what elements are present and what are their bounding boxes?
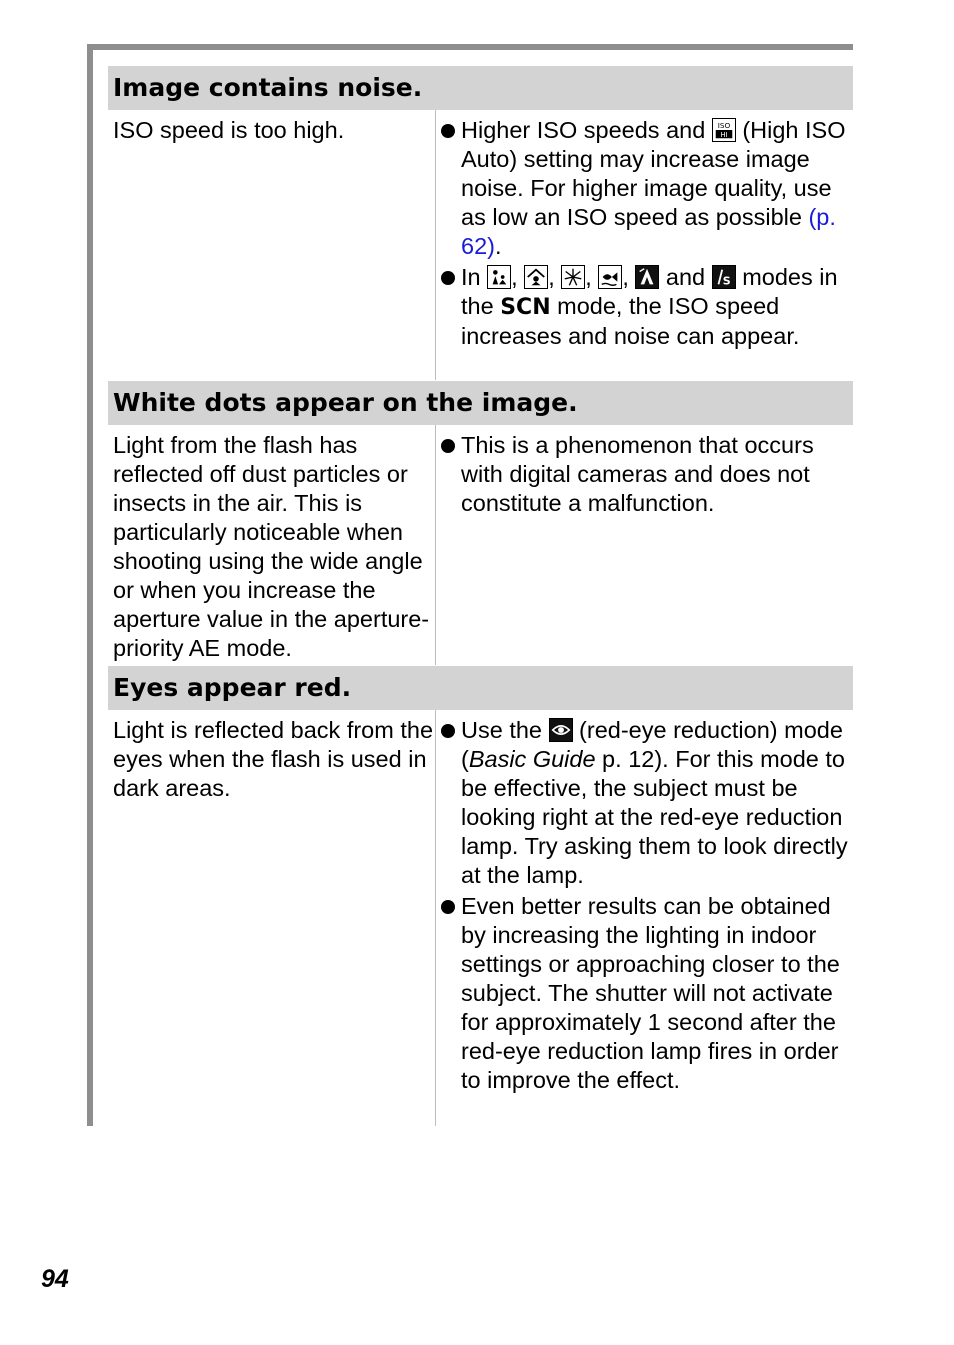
kids-pets-icon xyxy=(487,265,511,289)
page-number: 94 xyxy=(41,1265,69,1293)
iso3200-icon xyxy=(635,265,659,289)
cause-text: ISO speed is too high. xyxy=(113,117,345,143)
solution-item: This is a phenomenon that occurs with digital cameras and does not constitute a malfunction. xyxy=(440,431,853,518)
fireworks-icon xyxy=(561,265,585,289)
solution-item: Use the (red-eye reduction) mode (Basic Guide p. 12). For this mode to be effective, the subject must be looking right at the red-eye reduction lamp. Try asking them to look directly at the lamp. xyxy=(440,716,853,890)
iso-hi-icon xyxy=(712,118,736,142)
scn-mode-label: SCN xyxy=(500,295,551,320)
solution-item: Even better results can be obtained by increasing the lighting in indoor settings or approaching closer to the subject. The shutter will not activate for approximately 1 second after the red-eye reduction lamp fires in order to improve the effect. xyxy=(440,892,853,1095)
row-red-eye xyxy=(108,710,853,1126)
column-divider xyxy=(435,425,436,665)
cause-text: Light from the flash has reflected off dust particles or insects in the air. This is particularly noticeable when shooting using the wide angle or when you increase the aperture value in the aperture-priority AE mode. xyxy=(113,432,430,661)
underwater-icon xyxy=(598,265,622,289)
cause-text: Light is reflected back from the eyes when the flash is used in dark areas. xyxy=(113,717,434,801)
svg-text:S: S xyxy=(722,274,731,288)
bullet-icon xyxy=(441,271,455,285)
bullet-icon xyxy=(441,439,455,453)
solution-list xyxy=(440,116,853,351)
solution-item: Higher ISO speeds and ISO HI (High ISO Auto) setting may increase image noise. For higher image quality, use as low an ISO speed as possible (p. 62). xyxy=(440,116,853,261)
page-frame-left xyxy=(87,44,93,1126)
red-eye-icon xyxy=(549,718,573,742)
row-noise xyxy=(108,110,853,380)
svg-text:HI: HI xyxy=(720,130,728,139)
solution-list xyxy=(440,431,853,518)
bullet-icon xyxy=(441,724,455,738)
column-divider xyxy=(435,110,436,380)
section-title-noise: Image contains noise. xyxy=(108,66,853,110)
solution-list xyxy=(440,716,853,1095)
indoor-icon xyxy=(524,265,548,289)
bullet-icon xyxy=(441,124,455,138)
svg-text:ISO: ISO xyxy=(717,121,731,131)
night-snapshot-icon xyxy=(712,265,736,289)
bullet-icon xyxy=(441,900,455,914)
section-title-white-dots: White dots appear on the image. xyxy=(108,381,853,425)
column-divider xyxy=(435,710,436,1126)
page-link[interactable]: (p. 62) xyxy=(461,204,836,259)
solution-item: In , , , , and S modes in the SCN mode, the ISO speed increases and noise can appear. xyxy=(440,263,853,351)
page-frame-top xyxy=(87,44,853,50)
row-white-dots xyxy=(108,425,853,665)
section-title-red-eye: Eyes appear red. xyxy=(108,666,853,710)
